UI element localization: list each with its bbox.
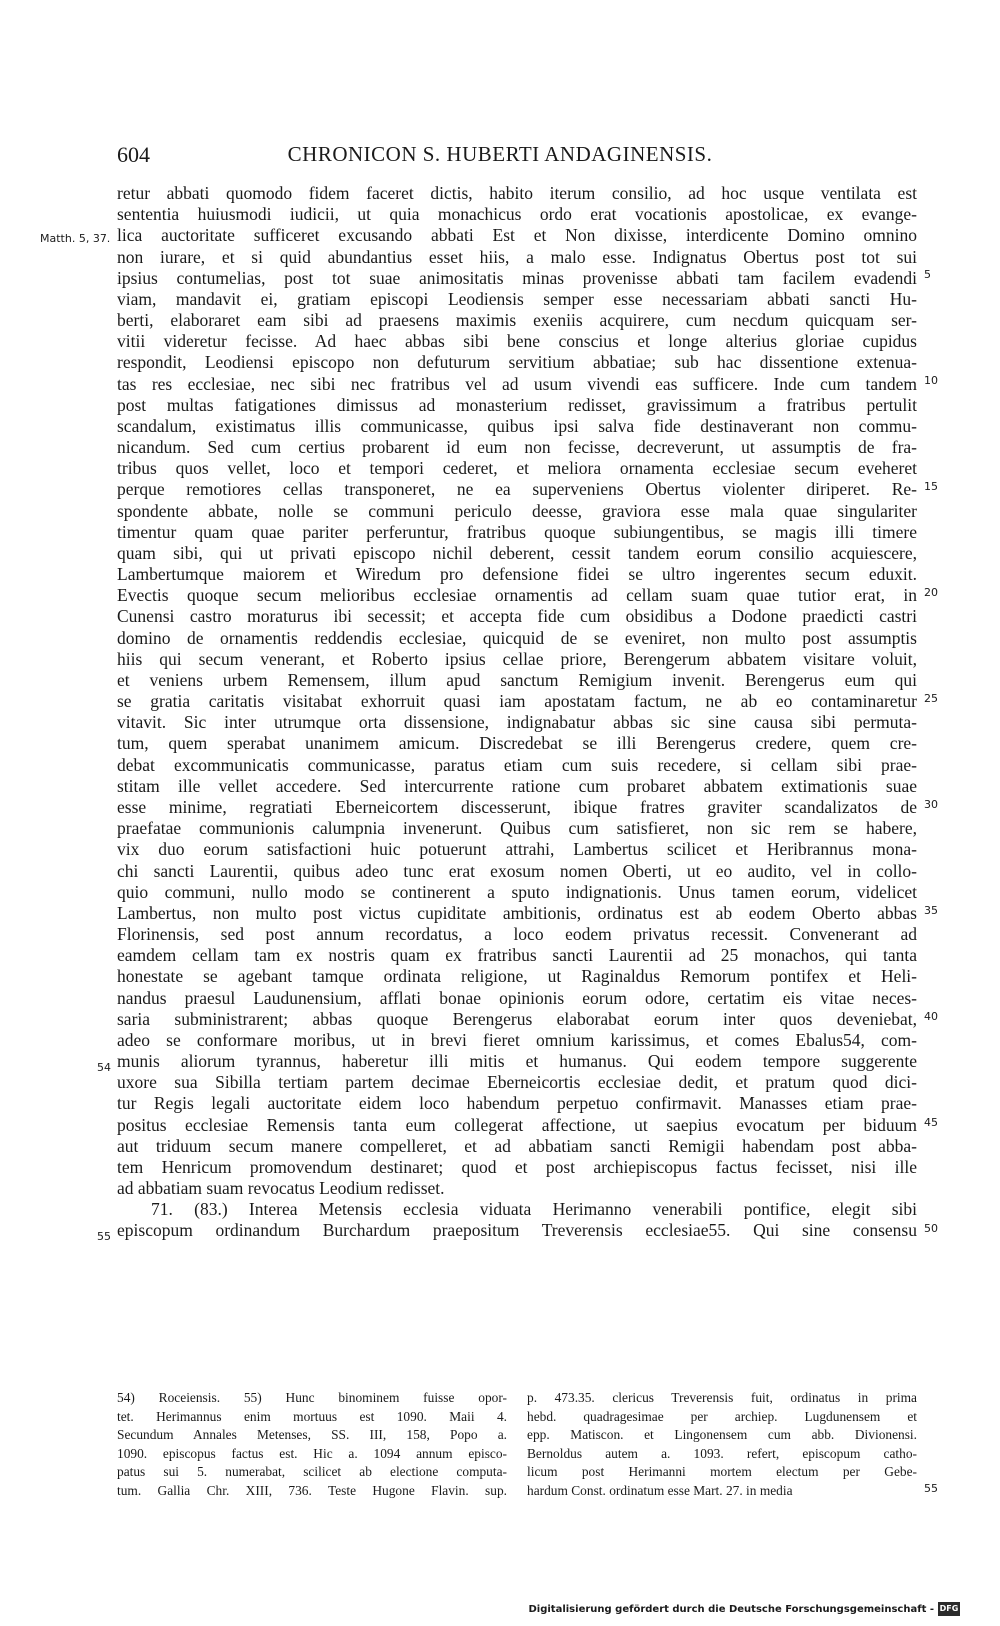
text-line: vitavit. Sic inter utrumque orta dissensione, indignabatur abbas sic sine causa sibi permuta-	[117, 712, 917, 733]
text-line: ad abbatiam suam revocatus Leodium redisset.	[117, 1178, 445, 1199]
page-header	[0, 142, 1000, 172]
footnote-right-line: epp. Matiscon. et Lingonensem cum abb. Divionensi.	[527, 1427, 917, 1443]
text-line: spondente abbate, nolle se communi periculo deesse, graviora esse mala quae singulariter	[117, 500, 917, 521]
text-line: retur abbati quomodo fidem faceret dictis, habito iterum consilio, ad hoc usque ventilata est	[117, 183, 917, 203]
text-line: quam sibi, qui ut privati episcopo nichil deberent, cessit tandem eorum consilio acquiescere,	[117, 542, 917, 563]
text-line: lica auctoritate sufficeret excusando abbati Est et Non dixisse, interdicente Domino omnino	[117, 225, 917, 246]
funding-credit: Digitalisierung gefördert durch die Deutsche Forschungsgemeinschaft -	[528, 1604, 934, 1615]
footnote-left-line: Secundum Annales Metenses, SS. III, 158, Popo a.	[117, 1427, 507, 1443]
text-line: 71. (83.) Interea Metensis ecclesia viduata Herimanno venerabili pontifice, elegit sibi	[151, 1199, 917, 1220]
line-number: 50	[924, 1222, 938, 1235]
text-line: berti, elaboraret eam sibi ad praesens maximis exeniis acquirere, cum necdum quicquam ser-	[117, 310, 917, 331]
text-line: respondit, Leodiensi episcopo non defuturum servitium abbatiae; sub hac dissentione extenua-	[117, 352, 917, 373]
footnote-right-line: Bernoldus autem a. 1093. refert, episcopum catho-	[527, 1445, 917, 1461]
text-line: tum, quem sperabat unanimem amicum. Discredebat se illi Berengerus credere, quem cre-	[117, 733, 917, 754]
text-line: nicandum. Sed cum certius probarent id eum non fecisse, decreverunt, ut assumptis de fra-	[117, 437, 917, 458]
text-line: munis aliorum tyrannus, haberetur illi mitis et humanus. Qui eodem tempore suggerente	[117, 1051, 917, 1072]
text-line: tem Henricum promovendum destinaret; quod et post archiepiscopus factus fecisset, nisi ille	[117, 1156, 917, 1177]
text-line: adeo se conformare moribus, ut in brevi fieret omnium karissimus, et comes Ebalus54, com-	[117, 1029, 917, 1050]
line-number: 25	[924, 692, 938, 705]
footnote-left-line: tet. Herimannus enim mortuus est 1090. Maii 4.	[117, 1408, 507, 1424]
footnote-right-line: licum post Herimanni mortem electum per Gebe-	[527, 1464, 917, 1480]
footnotes	[117, 1389, 917, 1501]
line-number: 15	[924, 480, 938, 493]
text-line: Cunensi castro moraturus ibi secessit; et accepta fide cum obsidibus a Dodone praedicti castri	[117, 606, 917, 627]
text-line: non iurare, et si quid abundantius esset hiis, a malo esse. Indignatus Obertus post tot sui	[117, 246, 917, 267]
footnote-row	[117, 1445, 917, 1464]
text-line: tribus quos vellet, loco et tempori cederet, et meliora ornamenta ecclesiae secum eveheret	[117, 458, 917, 479]
text-line: positus ecclesiae Remensis tanta eum collegerat affectione, ut saepius evocatum per biduum	[117, 1114, 917, 1135]
line-number: 35	[924, 904, 938, 917]
text-line: debat excommunicatis communicasse, paratus etiam cum suis recedere, si cellam sibi prae-	[117, 754, 917, 775]
footnote-row	[117, 1426, 917, 1445]
running-title: CHRONICON S. HUBERTI ANDAGINENSIS.	[287, 142, 713, 166]
footnote-row	[117, 1389, 917, 1408]
line-number: 30	[924, 798, 938, 811]
text-line: Florinensis, sed post annum recordatus, a loco eodem privatus recessit. Convenerant ad	[117, 924, 917, 945]
line-number: 55	[924, 1482, 938, 1495]
text-line: praefatae communionis calumpnia invenerunt. Quibus cum satisfieret, non sic rem se habere,	[117, 818, 917, 839]
dfg-logo: DFG	[938, 1602, 960, 1616]
line-number: 10	[924, 374, 938, 387]
text-line: sententia huiusmodi iudicii, ut quia monachicus ordo erat vocationis apostolicae, ex evange-	[117, 204, 917, 225]
line-number: 40	[924, 1010, 938, 1023]
footnote-row	[117, 1463, 917, 1482]
text-line: stitam ille vellet accedere. Sed intercurrente ratione cum probaret abbatem extimationis suae	[117, 775, 917, 796]
text-line: saria subministrarent; abbas quoque Berengerus elaborabat eorum inter quos deveniebat,	[117, 1008, 917, 1029]
text-line: viam, mandavit ei, gratiam episcopi Leodiensis semper esse necessariam abbati sancti Hu-	[117, 288, 917, 309]
text-line: episcopum ordinandum Burchardum praepositum Treverensis ecclesiae55. Qui sine consensu	[117, 1220, 917, 1241]
body-text	[117, 183, 917, 1242]
footnote-row	[117, 1408, 917, 1427]
scripture-reference: Matth. 5, 37.	[40, 232, 111, 245]
text-line: timentur quam quae pariter perferuntur, fratribus quoque subiungentibus, se magis illi timere	[117, 521, 917, 542]
text-line: tur Regis legali auctoritate eidem loco habendum perpetuo confirmavit. Manasses etiam prae-	[117, 1093, 917, 1114]
footnote-right-line: hardum Const. ordinatum esse Mart. 27. in media	[527, 1482, 793, 1498]
footnote-left-line: 1090. episcopus factus est. Hic a. 1094 annum episco-	[117, 1445, 507, 1461]
text-line: perque remotiores cellas transponeret, ne ea superveniens Obertus violenter diriperet. Re-	[117, 479, 917, 500]
text-line: et veniens urbem Remensem, illum apud sanctum Remigium invenit. Berengerus eum qui	[117, 669, 917, 690]
text-line: hiis qui secum venerant, et Roberto ipsius cellae priore, Berengerum abbatem visitare voluit,	[117, 648, 917, 669]
text-line: aut triduum secum manere compelleret, et ad abbatiam sancti Remigii habendam post abba-	[117, 1135, 917, 1156]
text-line: honestate se agebant tamque ordinata religione, ut Raginaldus Remorum pontifex et Heli-	[117, 966, 917, 987]
text-line: Evectis quoque secum melioribus ecclesiae ornamentis ad cellam suam quae tutior erat, in	[117, 585, 917, 606]
text-line: vix duo eorum satisfactioni huic potuerunt attrahi, Lambertus scilicet et Heribrannus mona-	[117, 839, 917, 860]
line-number: 20	[924, 586, 938, 599]
text-line: domino de ornamentis reddendis ecclesiae, quicquid de se eveniret, non multo post assumptis	[117, 627, 917, 648]
footnote-left-line: tum. Gallia Chr. XIII, 736. Teste Hugone Flavin. sup.	[117, 1482, 507, 1498]
footnote-marker: 54	[97, 1061, 111, 1074]
text-line: vitii videretur fecisse. Ad haec abbas sibi bene conscius et longe alterius gloriae cupidus	[117, 331, 917, 352]
text-line: uxore sua Sibilla tertiam partem decimae Eberneicortis ecclesiae dedit, et pratum quod dici-	[117, 1072, 917, 1093]
text-line: eamdem cellam tam ex nostris quam ex fratribus sancti Laurentii ad 25 monachos, qui tanta	[117, 945, 917, 966]
page-number: 604	[117, 142, 150, 167]
text-line: scandalum, existimatus illis communicasse, quibus ipsi salva fide destinaverant non commu-	[117, 415, 917, 436]
text-line: se gratia caritatis visitabat exhorruit quasi iam apostatam factum, ne ab eo contaminaretur	[117, 691, 917, 712]
text-line: nandus praesul Laudunensium, afflati bonae opinionis eorum odore, certatim eis vitae neces-	[117, 987, 917, 1008]
footnote-left-line: patus sui 5. numerabat, scilicet ab electione computa-	[117, 1464, 507, 1480]
footnote-left-line: 54) Roceiensis. 55) Hunc binominem fuisse opor-	[117, 1390, 507, 1405]
text-line: quio communi, nullo modo se continerent a sputo indignationis. Unus tamen eorum, videlicet	[117, 881, 917, 902]
footnote-right-line: hebd. quadragesimae per archiep. Lugdunensem et	[527, 1408, 917, 1424]
text-line: Lambertumque maiorem et Wiredum pro defensione fidei se ultro ingerentes secum eduxit.	[117, 564, 917, 585]
text-line: post multas fatigationes dimissus ad monasterium redisset, gravissimum a fratribus pertulit	[117, 394, 917, 415]
text-line: Lambertus, non multo post victus cupiditate ambitionis, ordinatus est ab eodem Oberto abbas	[117, 902, 917, 923]
text-line: tas res ecclesiae, nec sibi nec fratribus vel ad usum vivendi eas sufficere. Inde cum tandem	[117, 373, 917, 394]
text-line: ipsius contumelias, post tot suae animositatis minas provenisse abbati tam facilem evadendi	[117, 267, 917, 288]
text-line: esse minime, regratiati Eberneicortem discesserunt, ibique fratres graviter scandalizatos de	[117, 796, 917, 817]
footnote-marker: 55	[97, 1230, 111, 1243]
line-number: 45	[924, 1116, 938, 1129]
text-line: chi sancti Laurentii, quibus adeo tunc erat exosum nomen Oberti, ut eo audito, vel in collo-	[117, 860, 917, 881]
footnote-row	[117, 1482, 917, 1501]
line-number: 5	[924, 268, 931, 281]
footnote-right-line: p. 473.35. clericus Treverensis fuit, ordinatus in prima	[527, 1390, 917, 1405]
